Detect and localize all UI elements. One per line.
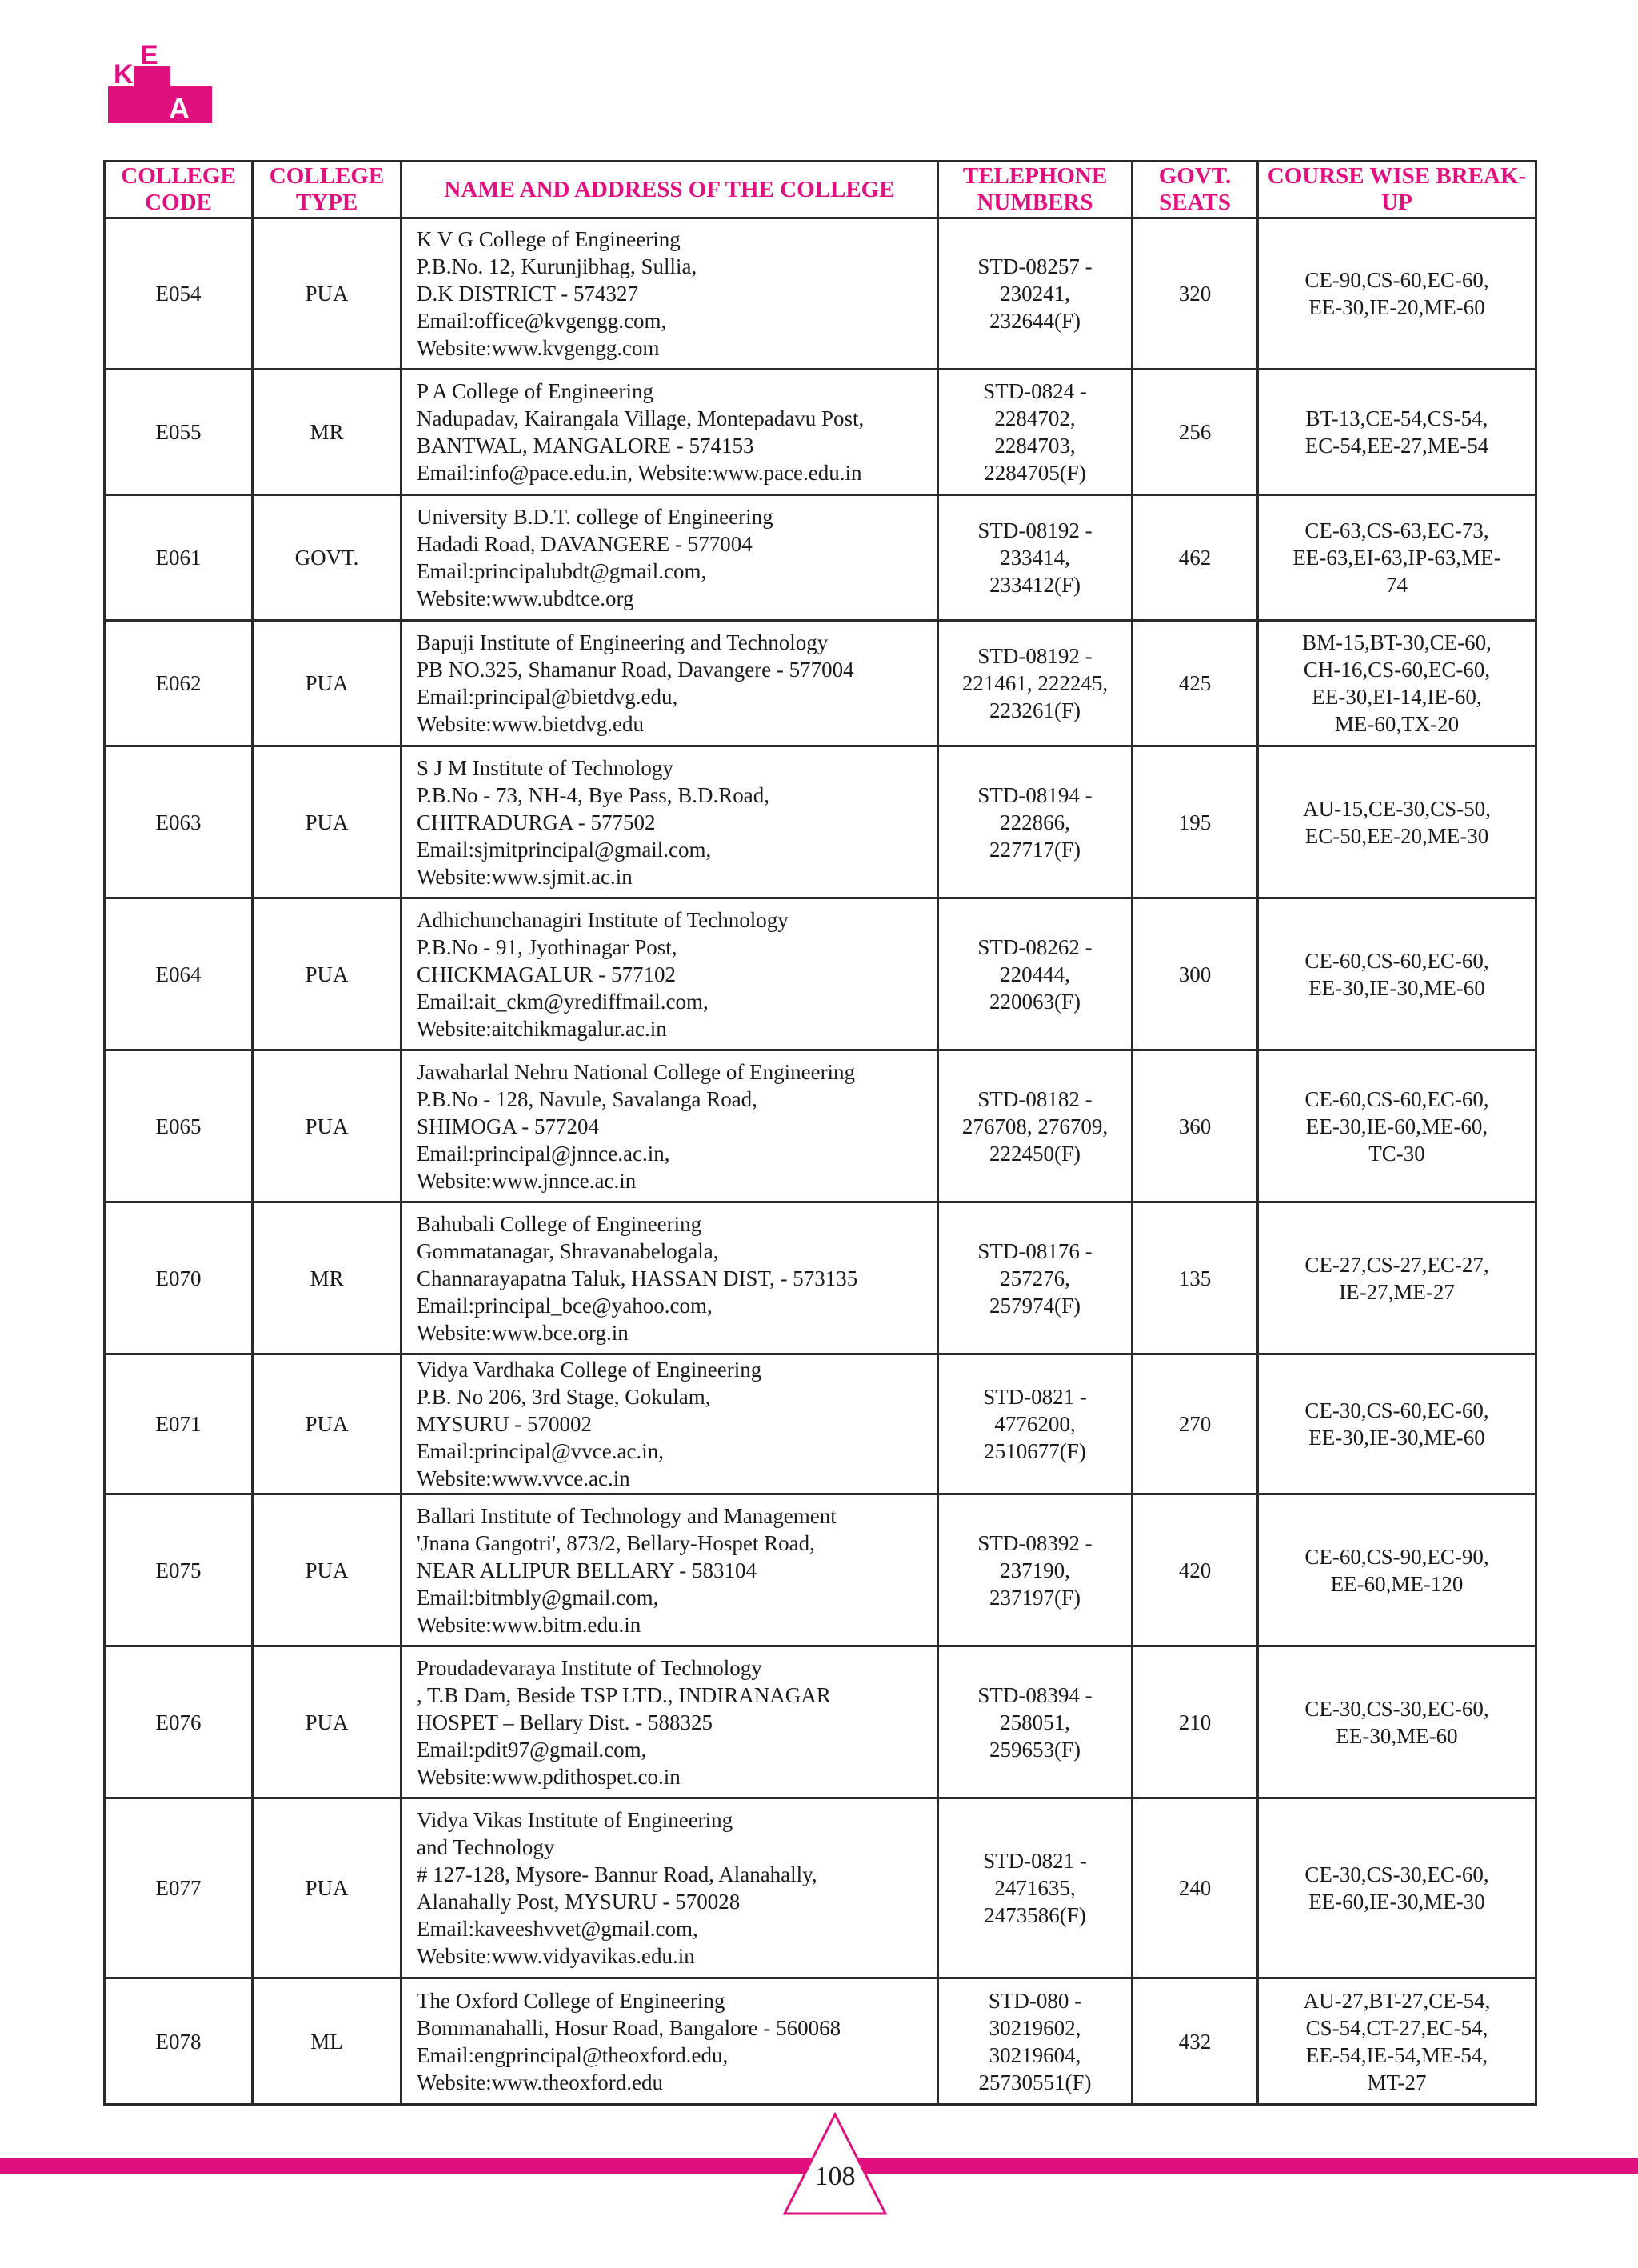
telephone-cell-line: STD-080 - — [988, 1988, 1082, 2013]
college-address-cell-line: Vidya Vardhaka College of Engineering — [417, 1358, 762, 1382]
telephone-cell-line: 223261(F) — [989, 698, 1081, 722]
college-address-cell-line: Website:www.sjmit.ac.in — [417, 864, 633, 889]
table-header-row — [105, 162, 1536, 218]
govt-seats-cell: 210 — [1133, 1646, 1258, 1798]
govt-seats-cell: 360 — [1133, 1050, 1258, 1202]
college-address-cell-line: Website:www.jnnce.ac.in — [417, 1168, 637, 1193]
govt-seats-cell: 462 — [1133, 495, 1258, 621]
course-breakup-cell-line: CH-16,CS-60,EC-60, — [1303, 658, 1491, 682]
table-row — [105, 1798, 1536, 1978]
header-college-code: COLLEGE CODE — [105, 162, 253, 218]
college-address-cell-line: P.B.No - 91, Jyothinagar Post, — [417, 934, 677, 959]
telephone-cell — [938, 1494, 1133, 1646]
course-breakup-cell-line: CE-60,CS-90,EC-90, — [1304, 1544, 1489, 1569]
telephone-cell-line: STD-08192 - — [977, 518, 1093, 542]
course-breakup-cell — [1258, 746, 1536, 898]
telephone-cell-line: 257276, — [1000, 1266, 1070, 1290]
telephone-cell — [938, 218, 1133, 370]
college-address-cell-line: Bapuji Institute of Engineering and Technology — [417, 630, 829, 654]
telephone-cell-line: STD-08257 - — [977, 254, 1093, 278]
college-address-cell-line: P A College of Engineering — [417, 379, 653, 403]
telephone-cell-line: 227717(F) — [989, 837, 1081, 862]
college-address-cell-line: Website:www.bce.org.in — [417, 1320, 629, 1345]
telephone-cell-line: STD-08194 - — [977, 782, 1093, 807]
college-address-cell-line: MYSURU - 570002 — [417, 1412, 593, 1436]
telephone-cell-line: STD-08262 - — [977, 934, 1093, 959]
course-breakup-cell-line: TC-30 — [1368, 1141, 1425, 1166]
college-address-cell-line: Website:www.bitm.edu.in — [417, 1612, 641, 1637]
college-address-cell-line: P.B.No. 12, Kurunjibhag, Sullia, — [417, 254, 697, 278]
svg-text:K: K — [114, 59, 134, 90]
college-address-cell-line: Email:principalubdt@gmail.com, — [417, 559, 707, 583]
table-row — [105, 621, 1536, 746]
telephone-cell-line: 25730551(F) — [978, 2070, 1092, 2094]
course-breakup-cell — [1258, 1494, 1536, 1646]
college-address-cell — [402, 1050, 938, 1202]
telephone-cell — [938, 370, 1133, 495]
college-address-cell-line: Email:kaveeshvvet@gmail.com, — [417, 1917, 698, 1941]
govt-seats-cell: 195 — [1133, 746, 1258, 898]
govt-seats-cell: 425 — [1133, 621, 1258, 746]
course-breakup-cell-line: CE-90,CS-60,EC-60, — [1304, 268, 1489, 292]
telephone-cell-line: 2471635, — [994, 1876, 1076, 1900]
govt-seats-cell: 256 — [1133, 370, 1258, 495]
course-breakup-cell — [1258, 898, 1536, 1050]
college-address-cell-line: Proudadevaraya Institute of Technology — [417, 1655, 762, 1680]
college-address-cell-line: The Oxford College of Engineering — [417, 1988, 725, 2013]
college-code-cell: E076 — [105, 1646, 253, 1798]
college-type-cell: PUA — [253, 621, 402, 746]
college-address-cell-line: CHICKMAGALUR - 577102 — [417, 962, 676, 986]
college-type-cell: PUA — [253, 218, 402, 370]
course-breakup-cell-line: AU-27,BT-27,CE-54, — [1303, 1988, 1491, 2013]
college-type-cell: PUA — [253, 1354, 402, 1494]
header-telephone: TELEPHONE NUMBERS — [938, 162, 1133, 218]
college-address-cell-line: SHIMOGA - 577204 — [417, 1114, 600, 1138]
course-breakup-cell — [1258, 1050, 1536, 1202]
telephone-cell-line: 2510677(F) — [984, 1439, 1086, 1463]
telephone-cell-line: STD-08176 - — [977, 1238, 1093, 1263]
college-address-cell-line: Email:bitmbly@gmail.com, — [417, 1585, 659, 1610]
college-address-cell-line: Bahubali College of Engineering — [417, 1211, 702, 1236]
college-type-cell: PUA — [253, 1050, 402, 1202]
college-address-cell — [402, 1798, 938, 1978]
table-row — [105, 1202, 1536, 1354]
course-breakup-cell-line: EE-60,IE-30,ME-30 — [1308, 1890, 1485, 1914]
telephone-cell — [938, 621, 1133, 746]
college-code-cell: E077 — [105, 1798, 253, 1978]
telephone-cell — [938, 746, 1133, 898]
college-address-cell-line: Website:www.pdithospet.co.in — [417, 1764, 681, 1789]
course-breakup-cell-line: EE-60,ME-120 — [1330, 1571, 1464, 1596]
telephone-cell-line: 233412(F) — [989, 573, 1081, 597]
college-address-cell-line: , T.B Dam, Beside TSP LTD., INDIRANAGAR — [417, 1682, 831, 1707]
course-breakup-cell-line: CE-60,CS-60,EC-60, — [1304, 1086, 1489, 1111]
college-address-cell-line: HOSPET – Bellary Dist. - 588325 — [417, 1710, 713, 1734]
college-address-cell-line: Email:principal@jnnce.ac.in, — [417, 1141, 670, 1166]
telephone-cell-line: STD-0824 - — [983, 379, 1087, 403]
telephone-cell-line: STD-08182 - — [977, 1086, 1093, 1111]
college-address-cell-line: Website:www.bietdvg.edu — [417, 712, 645, 736]
course-breakup-cell-line: CE-30,CS-30,EC-60, — [1304, 1862, 1489, 1886]
course-breakup-cell-line: CE-30,CS-60,EC-60, — [1304, 1398, 1489, 1422]
college-address-cell-line: D.K DISTRICT - 574327 — [417, 282, 639, 306]
course-breakup-cell-line: 74 — [1386, 573, 1408, 597]
course-breakup-cell — [1258, 495, 1536, 621]
course-breakup-cell-line: EE-30,EI-14,IE-60, — [1312, 685, 1482, 709]
college-address-cell-line: Channarayapatna Taluk, HASSAN DIST, - 573135 — [417, 1266, 858, 1290]
college-address-cell — [402, 1494, 938, 1646]
telephone-cell — [938, 1202, 1133, 1354]
course-breakup-cell-line: EE-30,ME-60 — [1336, 1723, 1458, 1748]
course-breakup-cell-line: CS-54,CT-27,EC-54, — [1305, 2015, 1488, 2040]
telephone-cell — [938, 1978, 1133, 2105]
college-address-cell — [402, 1202, 938, 1354]
college-address-cell — [402, 1354, 938, 1494]
college-code-cell: E064 — [105, 898, 253, 1050]
college-address-cell-line: PB NO.325, Shamanur Road, Davangere - 577004 — [417, 658, 854, 682]
table-row — [105, 1050, 1536, 1202]
course-breakup-cell-line: CE-30,CS-30,EC-60, — [1304, 1696, 1489, 1721]
table-row — [105, 746, 1536, 898]
college-code-cell: E062 — [105, 621, 253, 746]
college-address-cell-line: Email:office@kvgengg.com, — [417, 309, 667, 333]
kea-logo — [108, 40, 212, 123]
college-address-cell-line: Email:ait_ckm@yrediffmail.com, — [417, 989, 709, 1014]
course-breakup-cell-line: MT-27 — [1367, 2070, 1427, 2094]
header-college-type: COLLEGE TYPE — [253, 162, 402, 218]
college-type-cell: PUA — [253, 1798, 402, 1978]
telephone-cell-line: 221461, 222245, — [961, 671, 1109, 695]
college-type-cell: PUA — [253, 1646, 402, 1798]
college-address-cell-line: NEAR ALLIPUR BELLARY - 583104 — [417, 1558, 757, 1582]
course-breakup-cell — [1258, 1978, 1536, 2105]
telephone-cell-line: 222866, — [1000, 810, 1070, 834]
college-type-cell: PUA — [253, 898, 402, 1050]
college-type-cell: GOVT. — [253, 495, 402, 621]
college-code-cell: E055 — [105, 370, 253, 495]
table-row — [105, 218, 1536, 370]
telephone-cell-line: 230241, — [1000, 282, 1070, 306]
telephone-cell-line: 2284703, — [994, 434, 1076, 458]
table-body — [105, 218, 1536, 2105]
college-address-cell-line: Website:www.theoxford.edu — [417, 2070, 663, 2094]
college-address-cell-line: 'Jnana Gangotri', 873/2, Bellary-Hospet Road, — [417, 1530, 815, 1555]
college-address-cell-line: Jawaharlal Nehru National College of Engineering — [417, 1059, 856, 1084]
college-type-cell: PUA — [253, 1494, 402, 1646]
course-breakup-cell-line: EE-30,IE-30,ME-60 — [1308, 975, 1485, 1000]
college-address-cell-line: K V G College of Engineering — [417, 227, 681, 251]
telephone-cell-line: STD-08392 - — [977, 1530, 1093, 1555]
college-address-cell-line: Website:www.vvce.ac.in — [417, 1466, 630, 1490]
table-row — [105, 1646, 1536, 1798]
college-code-cell: E061 — [105, 495, 253, 621]
college-address-cell-line: University B.D.T. college of Engineering — [417, 505, 773, 529]
college-code-cell: E054 — [105, 218, 253, 370]
college-address-cell-line: Email:sjmitprincipal@gmail.com, — [417, 837, 712, 862]
college-address-cell-line: Hadadi Road, DAVANGERE - 577004 — [417, 532, 753, 556]
college-address-cell-line: Email:principal_bce@yahoo.com, — [417, 1293, 713, 1318]
table-row — [105, 1494, 1536, 1646]
college-address-cell-line: BANTWAL, MANGALORE - 574153 — [417, 434, 754, 458]
college-code-cell: E071 — [105, 1354, 253, 1494]
header-govt-seats: GOVT. SEATS — [1133, 162, 1258, 218]
course-breakup-cell-line: IE-27,ME-27 — [1339, 1279, 1455, 1304]
header-name-address: NAME AND ADDRESS OF THE COLLEGE — [402, 162, 938, 218]
telephone-cell — [938, 1050, 1133, 1202]
telephone-cell-line: 276708, 276709, — [961, 1114, 1109, 1138]
college-code-cell: E075 — [105, 1494, 253, 1646]
telephone-cell-line: 220063(F) — [989, 989, 1081, 1014]
course-breakup-cell-line: EE-30,IE-60,ME-60, — [1305, 1114, 1488, 1138]
college-type-cell: ML — [253, 1978, 402, 2105]
telephone-cell — [938, 1354, 1133, 1494]
telephone-cell-line: 30219602, — [989, 2015, 1081, 2040]
course-breakup-cell-line: EC-50,EE-20,ME-30 — [1304, 823, 1489, 848]
page-number: 108 — [814, 2162, 856, 2191]
college-address-cell-line: Website:www.vidyavikas.edu.in — [417, 1944, 695, 1968]
telephone-cell-line: STD-08192 - — [977, 644, 1093, 668]
telephone-cell-line: 258051, — [1000, 1710, 1070, 1734]
college-address-cell — [402, 370, 938, 495]
college-address-cell — [402, 1646, 938, 1798]
college-table — [103, 160, 1537, 2106]
college-address-cell-line: # 127-128, Mysore- Bannur Road, Alanahally, — [417, 1862, 817, 1886]
course-breakup-cell-line: CE-60,CS-60,EC-60, — [1304, 948, 1489, 973]
course-breakup-cell-line: EE-30,IE-20,ME-60 — [1308, 295, 1485, 319]
telephone-cell-line: 237190, — [1000, 1558, 1070, 1582]
svg-text:E: E — [140, 40, 158, 70]
college-type-cell: MR — [253, 370, 402, 495]
college-address-cell-line: Ballari Institute of Technology and Management — [417, 1503, 837, 1528]
course-breakup-cell-line: EE-30,IE-30,ME-60 — [1308, 1426, 1485, 1450]
college-code-cell: E078 — [105, 1978, 253, 2105]
college-address-cell — [402, 495, 938, 621]
college-address-cell — [402, 621, 938, 746]
telephone-cell — [938, 1798, 1133, 1978]
college-address-cell-line: Adhichunchanagiri Institute of Technology — [417, 907, 789, 932]
govt-seats-cell: 320 — [1133, 218, 1258, 370]
govt-seats-cell: 240 — [1133, 1798, 1258, 1978]
college-address-cell-line: P.B.No - 128, Navule, Savalanga Road, — [417, 1086, 757, 1111]
college-address-cell-line: Email:info@pace.edu.in, Website:www.pace.edu.in — [417, 461, 862, 485]
college-address-cell-line: S J M Institute of Technology — [417, 755, 673, 780]
telephone-cell-line: 30219604, — [989, 2042, 1081, 2067]
telephone-cell-line: 2284702, — [994, 406, 1076, 430]
table-row — [105, 1978, 1536, 2105]
govt-seats-cell: 270 — [1133, 1354, 1258, 1494]
course-breakup-cell — [1258, 1202, 1536, 1354]
govt-seats-cell: 432 — [1133, 1978, 1258, 2105]
course-breakup-cell-line: AU-15,CE-30,CS-50, — [1303, 796, 1491, 821]
svg-text:A: A — [169, 92, 190, 123]
course-breakup-cell-line: CE-27,CS-27,EC-27, — [1304, 1252, 1489, 1277]
telephone-cell-line: STD-0821 - — [983, 1849, 1087, 1873]
college-address-cell-line: Email:pdit97@gmail.com, — [417, 1737, 647, 1762]
college-address-cell-line: Website:www.kvgengg.com — [417, 336, 660, 360]
table-row — [105, 898, 1536, 1050]
college-address-cell — [402, 746, 938, 898]
course-breakup-cell — [1258, 621, 1536, 746]
telephone-cell-line: 2473586(F) — [984, 1903, 1086, 1927]
table-row — [105, 1354, 1536, 1494]
telephone-cell-line: STD-08394 - — [977, 1682, 1093, 1707]
telephone-cell-line: 237197(F) — [989, 1585, 1081, 1610]
college-address-cell-line: Email:engprincipal@theoxford.edu, — [417, 2042, 729, 2067]
course-breakup-cell — [1258, 218, 1536, 370]
telephone-cell-line: 222450(F) — [989, 1141, 1081, 1166]
course-breakup-cell — [1258, 370, 1536, 495]
govt-seats-cell: 300 — [1133, 898, 1258, 1050]
college-type-cell: MR — [253, 1202, 402, 1354]
college-address-cell — [402, 1978, 938, 2105]
telephone-cell-line: 4776200, — [994, 1412, 1076, 1436]
college-address-cell-line: Vidya Vikas Institute of Engineering — [417, 1808, 733, 1832]
college-address-cell-line: Website:aitchikmagalur.ac.in — [417, 1016, 667, 1041]
college-address-cell-line: Nadupadav, Kairangala Village, Montepadavu Post, — [417, 406, 865, 430]
college-address-cell-line: P.B. No 206, 3rd Stage, Gokulam, — [417, 1385, 711, 1409]
college-address-cell-line: Alanahally Post, MYSURU - 570028 — [417, 1890, 741, 1914]
table-row — [105, 370, 1536, 495]
telephone-cell-line: 232644(F) — [989, 309, 1081, 333]
college-address-cell-line: Bommanahalli, Hosur Road, Bangalore - 560068 — [417, 2015, 841, 2040]
govt-seats-cell: 420 — [1133, 1494, 1258, 1646]
govt-seats-cell: 135 — [1133, 1202, 1258, 1354]
course-breakup-cell-line: BT-13,CE-54,CS-54, — [1305, 406, 1488, 430]
college-code-cell: E063 — [105, 746, 253, 898]
telephone-cell — [938, 898, 1133, 1050]
college-code-cell: E070 — [105, 1202, 253, 1354]
telephone-cell-line: 257974(F) — [989, 1293, 1081, 1318]
college-address-cell — [402, 218, 938, 370]
course-breakup-cell-line: CE-63,CS-63,EC-73, — [1304, 518, 1489, 542]
course-breakup-cell-line: BM-15,BT-30,CE-60, — [1302, 630, 1492, 654]
telephone-cell-line: STD-0821 - — [983, 1385, 1087, 1409]
course-breakup-cell — [1258, 1354, 1536, 1494]
college-address-cell-line: Email:principal@vvce.ac.in, — [417, 1439, 664, 1463]
college-address-cell-line: P.B.No - 73, NH-4, Bye Pass, B.D.Road, — [417, 782, 770, 807]
telephone-cell-line: 220444, — [1000, 962, 1070, 986]
telephone-cell-line: 2284705(F) — [984, 461, 1086, 485]
college-type-cell: PUA — [253, 746, 402, 898]
college-address-cell-line: and Technology — [417, 1835, 555, 1859]
telephone-cell-line: 233414, — [1000, 546, 1070, 570]
header-course-breakup: COURSE WISE BREAK-UP — [1258, 162, 1536, 218]
telephone-cell — [938, 1646, 1133, 1798]
course-breakup-cell-line: ME-60,TX-20 — [1334, 712, 1460, 736]
course-breakup-cell-line: EC-54,EE-27,ME-54 — [1304, 434, 1489, 458]
telephone-cell — [938, 495, 1133, 621]
course-breakup-cell-line: EE-63,EI-63,IP-63,ME- — [1292, 546, 1501, 570]
telephone-cell-line: 259653(F) — [989, 1737, 1081, 1762]
college-code-cell: E065 — [105, 1050, 253, 1202]
college-address-cell-line: Website:www.ubdtce.org — [417, 586, 634, 610]
course-breakup-cell — [1258, 1798, 1536, 1978]
college-address-cell-line: Email:principal@bietdvg.edu, — [417, 685, 678, 709]
college-address-cell — [402, 898, 938, 1050]
course-breakup-cell — [1258, 1646, 1536, 1798]
course-breakup-cell-line: EE-54,IE-54,ME-54, — [1305, 2042, 1488, 2067]
table-row — [105, 495, 1536, 621]
college-address-cell-line: Gommatanagar, Shravanabelogala, — [417, 1238, 719, 1263]
college-address-cell-line: CHITRADURGA - 577502 — [417, 810, 656, 834]
